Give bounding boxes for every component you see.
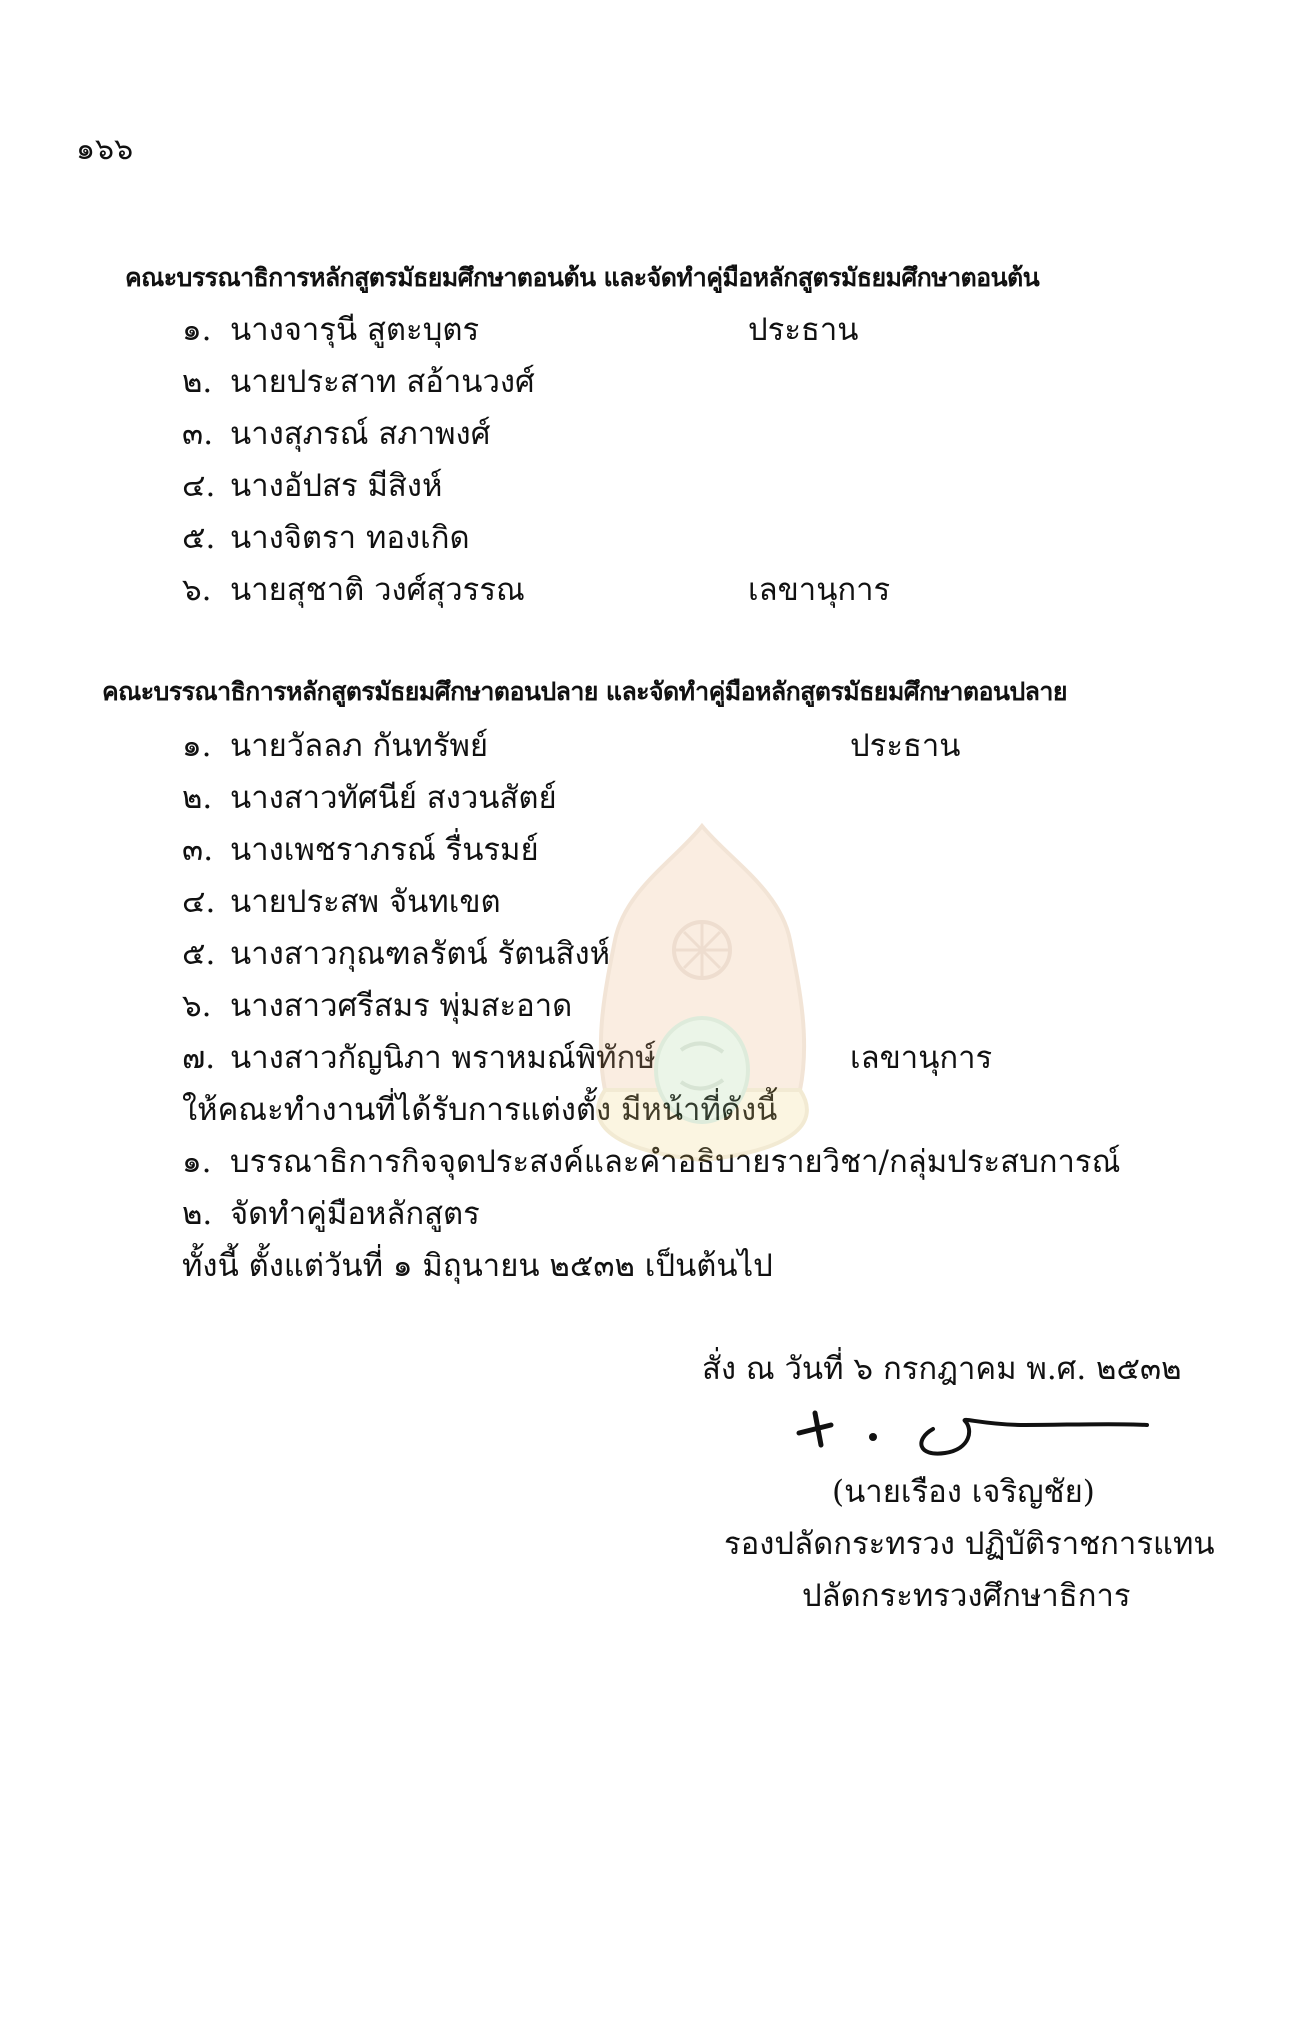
committee1-member: ๔. นางอัปสร มีสิงห์ [182,468,443,504]
handwritten-signature [795,1395,1155,1465]
committee1-heading: คณะบรรณาธิการหลักสูตรมัธยมศึกษาตอนต้น และจัดทำคู่มือหลักสูตรมัธยมศึกษาตอนต้น [125,263,1040,292]
committee2-role: ประธาน [850,728,961,764]
committee2-member: ๔. นายประสพ จันทเขต [182,884,501,920]
committee1-role: ประธาน [748,312,859,348]
effective-date-statement: ทั้งนี้ ตั้งแต่วันที่ ๑ มิถุนายน ๒๕๓๒ เป็นต้นไป [182,1248,773,1284]
duties-intro: ให้คณะทำงานที่ได้รับการแต่งตั้ง มีหน้าที่ดังนี้ [182,1092,778,1128]
page-number: ๑๖๖ [76,132,134,167]
committee2-member: ๓. นางเพชราภรณ์ รื่นรมย์ [182,832,539,868]
order-date: สั่ง ณ วันที่ ๖ กรกฎาคม พ.ศ. ๒๕๓๒ [702,1351,1182,1387]
committee1-member: ๑. นางจารุนี สูตะบุตร [182,312,480,348]
committee1-member: ๒. นายประสาท สอ้านวงศ์ [182,364,535,400]
committee1-member: ๖. นายสุชาติ วงศ์สุวรรณ [182,572,525,608]
committee1-role: เลขานุการ [748,572,891,608]
committee2-member: ๒. นางสาวทัศนีย์ สงวนสัตย์ [182,780,557,816]
committee2-heading: คณะบรรณาธิการหลักสูตรมัธยมศึกษาตอนปลาย และจัดทำคู่มือหลักสูตรมัธยมศึกษาตอนปลาย [102,677,1067,706]
committee2-role: เลขานุการ [850,1040,993,1076]
committee1-member: ๕. นางจิตรา ทองเกิด [182,520,470,556]
ministry-emblem-watermark [585,820,820,1170]
committee2-member: ๗. นางสาวกัญนิภา พราหมณ์พิทักษ์ [182,1040,656,1076]
committee2-member: ๑. นายวัลลภ กันทรัพย์ [182,728,489,764]
committee1-member: ๓. นางสุภรณ์ สภาพงศ์ [182,416,491,452]
committee2-member: ๖. นางสาวศรีสมร พุ่มสะอาด [182,988,573,1024]
duty-item: ๒. จัดทำคู่มือหลักสูตร [182,1196,480,1232]
signer-name: (นายเรือง เจริญชัย) [832,1474,1095,1510]
signer-position: รองปลัดกระทรวง ปฏิบัติราชการแทน [724,1526,1215,1562]
committee2-member: ๕. นางสาวกุณฑลรัตน์ รัตนสิงห์ [182,936,611,972]
signer-position-ministry: ปลัดกระทรวงศึกษาธิการ [802,1578,1131,1614]
duty-item: ๑. บรรณาธิการกิจจุดประสงค์และคำอธิบายรายวิชา/กลุ่มประสบการณ์ [182,1144,1121,1180]
